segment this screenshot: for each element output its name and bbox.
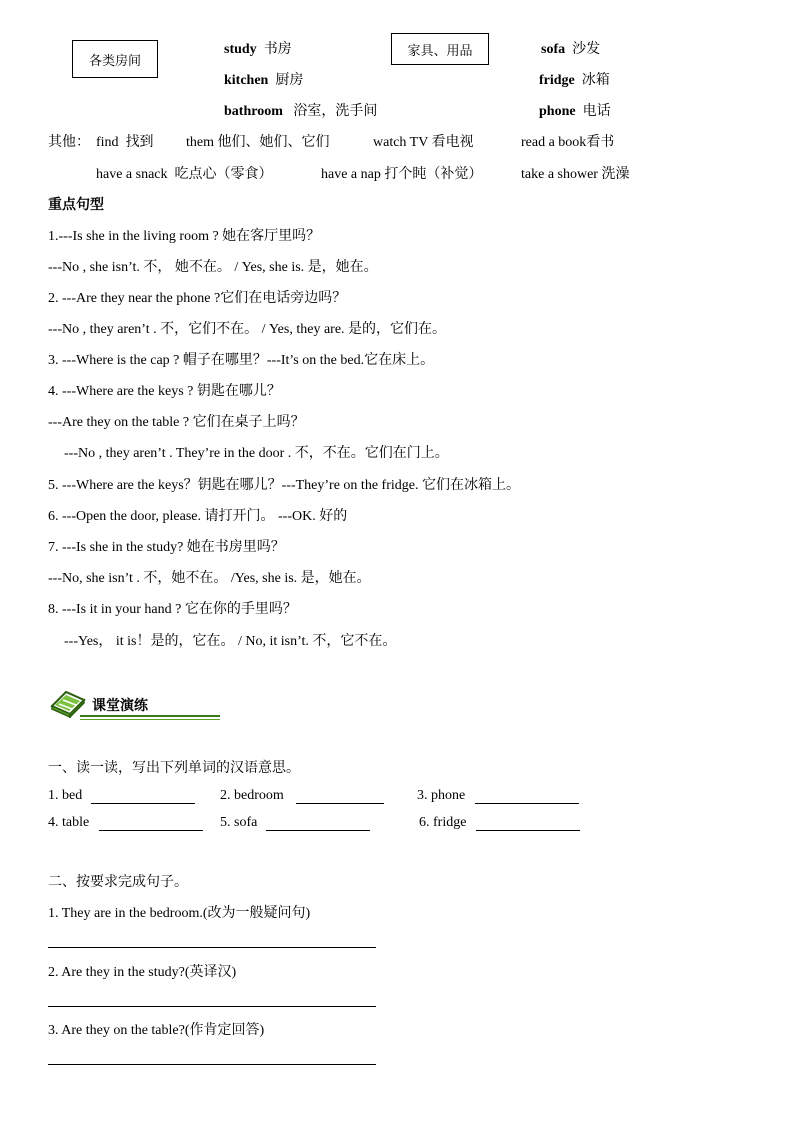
q1-item-sofa: 5. sofa <box>220 815 258 830</box>
practice-banner <box>50 688 180 722</box>
vocab-furniture-fridge: fridge 冰箱 <box>539 73 610 88</box>
pattern-line: ---Are they on the table ? 它们在桌子上吗？ <box>48 415 305 430</box>
answer-line[interactable] <box>48 1064 376 1065</box>
q2-item: 3. Are they on the table?(作肯定回答) <box>48 1023 265 1038</box>
vocab-room-bathroom: bathroom 浴室，洗手间 <box>224 104 378 119</box>
answer-blank[interactable] <box>266 830 370 831</box>
others-have-snack: have a snack 吃点心（零食） <box>96 167 273 182</box>
category-label-rooms: 各类房间 <box>88 53 141 69</box>
pattern-line: 1.---Is she in the living room ? 她在客厅里吗？ <box>48 229 321 244</box>
answer-line[interactable] <box>48 1006 376 1007</box>
others-take-shower: take a shower 洗澡 <box>521 167 630 182</box>
pattern-line: 6. ---Open the door, please. 请打开门。 ---OK. 好的 <box>48 509 348 524</box>
pattern-line: 2. ---Are they near the phone ?它们在电话旁边吗？ <box>48 291 347 306</box>
answer-blank[interactable] <box>475 803 579 804</box>
q1-item-bed: 1. bed <box>48 788 83 803</box>
pattern-line: ---No, she isn’t . 不，她不在。 /Yes, she is. 是，她在。 <box>48 571 371 586</box>
category-box-furniture <box>391 33 489 65</box>
q1-item-phone: 3. phone <box>417 788 466 803</box>
q1-title: 一、读一读，写出下列单词的汉语意思。 <box>48 760 300 776</box>
vocab-furniture-sofa: sofa 沙发 <box>541 42 601 57</box>
others-find: find 找到 <box>96 135 154 150</box>
others-have-nap: have a nap 打个盹（补觉） <box>321 167 483 182</box>
vocab-room-study: study 书房 <box>224 42 292 57</box>
q2-item: 1. They are in the bedroom.(改为一般疑问句) <box>48 906 311 921</box>
others-read-book: read a book看书 <box>521 135 615 150</box>
others-them: them 他们、她们、它们 <box>186 135 330 150</box>
pattern-line: ---No , they aren’t . 不，它们不在。 / Yes, they are. 是的，它们在。 <box>48 322 447 337</box>
answer-blank[interactable] <box>296 803 384 804</box>
answer-blank[interactable] <box>99 830 203 831</box>
pattern-line: 4. ---Where are the keys ? 钥匙在哪儿？ <box>48 384 281 399</box>
practice-banner-title: 课堂演练 <box>92 698 148 714</box>
q2-title: 二、按要求完成句子。 <box>48 874 188 890</box>
patterns-heading: 重点句型 <box>48 197 104 213</box>
others-watch-tv: watch TV 看电视 <box>373 135 474 150</box>
banner-underline <box>80 719 220 720</box>
q1-item-bedroom: 2. bedroom <box>220 788 284 803</box>
others-label: 其他： <box>48 135 90 150</box>
pattern-line: 7. ---Is she in the study? 她在书房里吗？ <box>48 540 285 555</box>
answer-blank[interactable] <box>91 803 195 804</box>
pattern-line: ---Yes， it is！是的，它在。 / No, it isn’t. 不，它不在。 <box>64 634 397 649</box>
answer-line[interactable] <box>48 947 376 948</box>
pattern-line: ---No , they aren’t . They’re in the door . 不，不在。它们在门上。 <box>64 446 449 461</box>
pattern-line: 3. ---Where is the cap ? 帽子在哪里？---It’s on the bed.它在床上。 <box>48 353 435 368</box>
category-box-rooms <box>72 40 158 78</box>
pattern-line: 5. ---Where are the keys？钥匙在哪儿？---They’re on the fridge. 它们在冰箱上。 <box>48 478 520 493</box>
q1-item-table: 4. table <box>48 815 90 830</box>
q2-item: 2. Are they in the study?(英译汉) <box>48 965 237 980</box>
answer-blank[interactable] <box>476 830 580 831</box>
q1-item-fridge: 6. fridge <box>419 815 467 830</box>
pattern-line: ---No , she isn’t. 不， 她不在。 / Yes, she is. 是，她在。 <box>48 260 378 275</box>
pattern-line: 8. ---Is it in your hand ? 它在你的手里吗？ <box>48 602 297 617</box>
vocab-furniture-phone: phone 电话 <box>539 104 611 119</box>
category-label-furniture: 家具、用品 <box>407 43 473 59</box>
banner-underline <box>80 715 220 717</box>
vocab-room-kitchen: kitchen 厨房 <box>224 73 304 88</box>
book-icon <box>50 688 86 718</box>
